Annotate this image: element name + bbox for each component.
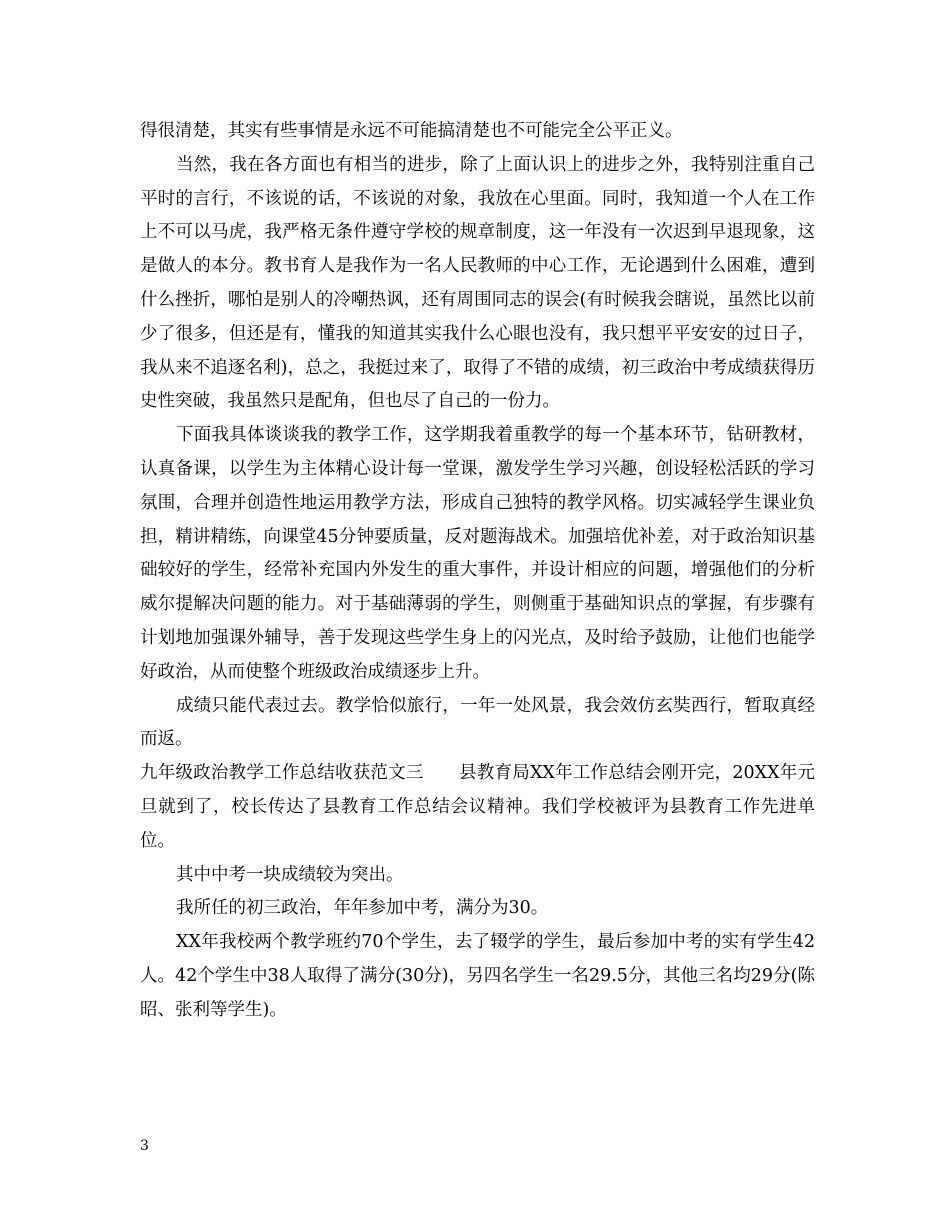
paragraph-3: 下面我具体谈谈我的教学工作，这学期我着重教学的每一个基本环节，钻研教材，认真备课，以学生为主体精心设计每一堂课，激发学生学习兴趣，创设轻松活跃的学习氛围，合理并创造性地运用教学方法，形成自己独特的教学风格。切实减轻学生课业负担，精讲精练，向课堂45分钟要质量，反对题海战术。加强培优补差，对于政治知识基础较好的学生，经常补充国内外发生的重大事件，并设计相应的问题，增强他们的分析威尔提解决问题的能力。对于基础薄弱的学生，则侧重于基础知识点的掌握，有步骤有计划地加强课外辅导，善于发现这些学生身上的闪光点，及时给予鼓励，让他们也能学好政治，从而使整个班级政治成绩逐步上升。: [140, 425, 815, 682]
paragraph-2: 当然，我在各方面也有相当的进步，除了上面认识上的进步之外，我特别注重自己平时的言行，不该说的话，不该说的对象，我放在心里面。同时，我知道一个人在工作上不可以马虎，我严格无条件遵守学校的规章制度，这一年没有一次迟到早退现象，这是做人的本分。教书育人是我作为一名人民教师的中心工作，无论遇到什么困难，遭到什么挫折，哪怕是别人的冷嘲热讽，还有周围同志的误会(有时候我会瞎说，虽然比以前少了很多，但还是有，懂我的知道其实我什么心眼也没有，我只想平平安安的过日子，我从来不追逐名利)，总之，我挺过来了，取得了不错的成绩，初三政治中考成绩获得历史性突破，我虽然只是配角，但也尽了自己的一份力。: [140, 154, 815, 412]
paragraph-1: 得很清楚，其实有些事情是永远不可能搞清楚也不可能完全公平正义。: [140, 121, 683, 141]
paragraph-6: 其中中考一块成绩较为突出。: [176, 864, 404, 885]
paragraph-8: XX年我校两个教学班约70个学生，去了辍学的学生，最后参加中考的实有学生42人。42个学生中38人取得了满分(30分)，另四名学生一名29.5分，其他三名均29分(陈昭、张利等学生)。: [140, 932, 815, 1020]
paragraph-7: 我所任的初三政治，年年参加中考，满分为30。: [176, 898, 549, 919]
page-number: 3: [140, 1138, 149, 1154]
paragraph-4: 成绩只能代表过去。教学恰似旅行，一年一处风景，我会效仿玄奘西行，暂取真经而返。: [140, 695, 815, 750]
document-body: [140, 115, 815, 1028]
paragraph-5-section-heading: 九年级政治教学工作总结收获范文三 县教育局XX年工作总结会刚开完，20XX年元旦就到了，校长传达了县教育工作总结会议精神。我们学校被评为县教育工作先进单位。: [140, 763, 815, 851]
